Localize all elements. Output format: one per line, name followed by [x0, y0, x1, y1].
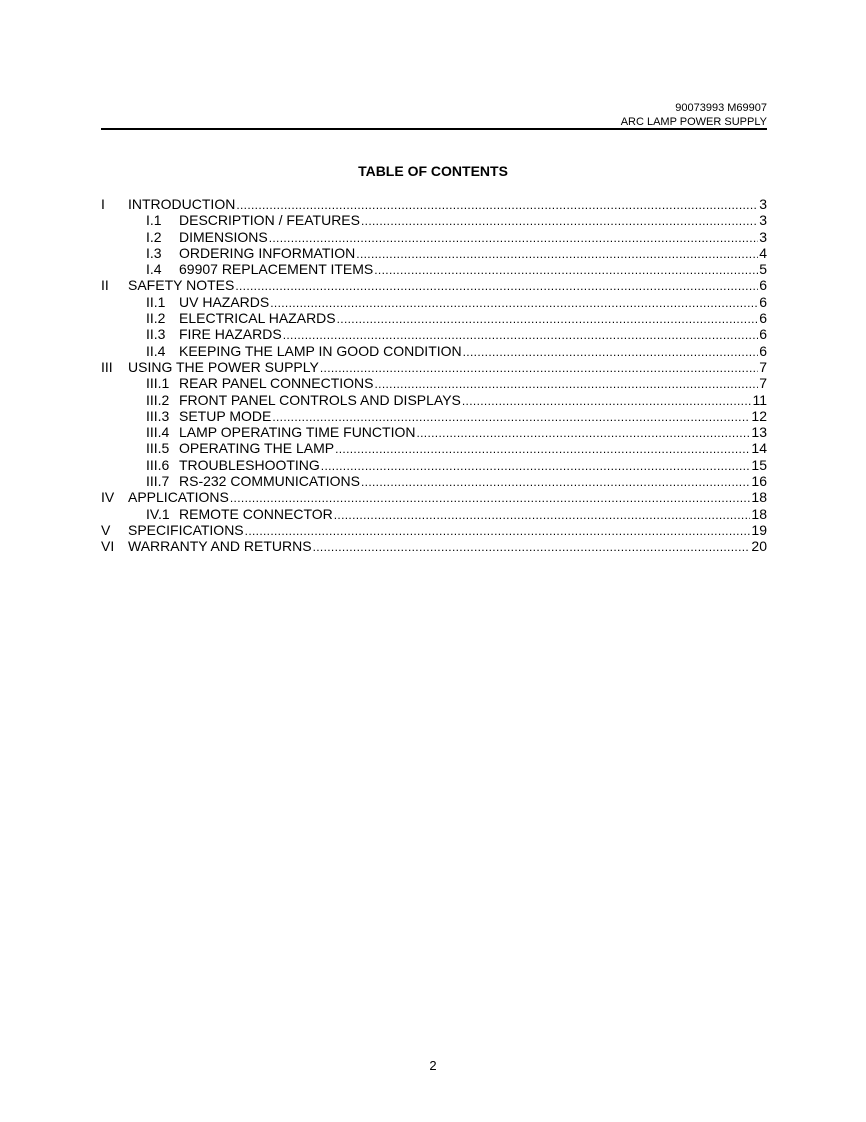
section-number: II [101, 277, 109, 294]
section-number: III.7 [146, 473, 170, 490]
section-title: WARRANTY AND RETURNS [128, 538, 312, 555]
section-number: II.3 [146, 326, 166, 343]
toc-entry[interactable] [101, 229, 767, 245]
section-title: UV HAZARDS [179, 293, 270, 310]
toc-entry[interactable] [101, 522, 767, 538]
dot-leader [335, 441, 750, 457]
section-number: III.1 [146, 375, 170, 392]
page-number: 16 [751, 473, 767, 490]
toc-entry[interactable] [101, 245, 767, 261]
dot-leader [270, 295, 758, 311]
toc-entry[interactable] [101, 326, 767, 342]
page-number: 18 [751, 489, 767, 506]
section-title: 69907 REPLACEMENT ITEMS [179, 261, 374, 278]
table-of-contents [101, 196, 767, 555]
dot-leader [230, 490, 751, 506]
dot-leader [463, 344, 758, 360]
section-number: I.1 [146, 212, 162, 229]
section-title: REMOTE CONNECTOR [179, 505, 333, 522]
toc-entry[interactable] [101, 196, 767, 212]
page-number: 7 [759, 358, 767, 375]
toc-entry[interactable] [101, 408, 767, 424]
document-number: 90073993 M69907 [675, 102, 767, 114]
section-title: INTRODUCTION [128, 196, 236, 212]
toc-entry[interactable] [101, 473, 767, 489]
toc-entry[interactable] [101, 538, 767, 554]
section-number: II.1 [146, 293, 166, 310]
section-number: II.4 [146, 342, 166, 359]
page-number: 6 [759, 310, 767, 327]
dot-leader [374, 376, 758, 392]
toc-title: TABLE OF CONTENTS [358, 163, 508, 179]
page-number: 3 [759, 212, 767, 229]
page-number: 6 [759, 277, 767, 294]
page-number: 14 [751, 440, 767, 457]
page-number: 18 [751, 505, 767, 522]
section-title: RS-232 COMMUNICATIONS [179, 473, 360, 490]
dot-leader [361, 474, 750, 490]
section-title: TROUBLESHOOTING [179, 456, 320, 473]
page-footer-number: 2 [429, 1058, 437, 1073]
toc-entry[interactable] [101, 310, 767, 326]
section-title: SAFETY NOTES [128, 277, 235, 294]
dot-leader [416, 425, 750, 441]
section-number: I.2 [146, 228, 162, 245]
section-number: I.3 [146, 244, 162, 261]
section-title: FRONT PANEL CONTROLS AND DISPLAYS [179, 391, 461, 408]
section-title: DESCRIPTION / FEATURES [179, 212, 360, 229]
section-title: SPECIFICATIONS [128, 521, 244, 538]
section-title: LAMP OPERATING TIME FUNCTION [179, 424, 416, 441]
dot-leader [320, 360, 758, 376]
dot-leader [337, 311, 758, 327]
section-number: I [101, 196, 105, 212]
toc-entry[interactable] [101, 392, 767, 408]
section-number: III [101, 358, 113, 375]
section-title: ELECTRICAL HAZARDS [179, 310, 336, 327]
dot-leader [334, 507, 751, 523]
dot-leader [462, 393, 752, 409]
section-number: III.4 [146, 424, 170, 441]
page-number: 12 [751, 407, 767, 424]
section-number: III.3 [146, 407, 170, 424]
dot-leader [313, 539, 751, 555]
dot-leader [272, 409, 750, 425]
dot-leader [356, 246, 758, 262]
section-number: III.6 [146, 456, 170, 473]
section-title: OPERATING THE LAMP [179, 440, 335, 457]
toc-entry[interactable] [101, 261, 767, 277]
page-number: 3 [759, 228, 767, 245]
dot-leader [235, 278, 758, 294]
section-number: I.4 [146, 261, 162, 278]
section-title: USING THE POWER SUPPLY [128, 358, 319, 375]
toc-entry[interactable] [101, 212, 767, 228]
page-number: 19 [751, 521, 767, 538]
header-rule [101, 128, 767, 130]
section-number: II.2 [146, 310, 166, 327]
page-number: 4 [759, 244, 767, 261]
page-number: 3 [759, 196, 767, 212]
page-number: 20 [751, 538, 767, 555]
toc-entry[interactable] [101, 359, 767, 375]
section-title: APPLICATIONS [128, 489, 229, 506]
page-number: 6 [759, 293, 767, 310]
toc-entry[interactable] [101, 277, 767, 293]
page-header [101, 101, 767, 129]
page-number: 6 [759, 342, 767, 359]
toc-entry[interactable] [101, 424, 767, 440]
page-number: 15 [751, 456, 767, 473]
toc-entry[interactable] [101, 506, 767, 522]
section-number: III.5 [146, 440, 170, 457]
dot-leader [236, 197, 758, 213]
toc-entry[interactable] [101, 375, 767, 391]
page-number: 5 [759, 261, 767, 278]
page-number: 13 [751, 424, 767, 441]
page-number: 6 [759, 326, 767, 343]
dot-leader [245, 523, 751, 539]
toc-entry[interactable] [101, 294, 767, 310]
section-title: FIRE HAZARDS [179, 326, 282, 343]
toc-entry[interactable] [101, 457, 767, 473]
section-title: DIMENSIONS [179, 228, 268, 245]
section-number: V [101, 521, 111, 538]
toc-entry[interactable] [101, 343, 767, 359]
dot-leader [269, 230, 758, 246]
section-number: VI [101, 538, 115, 555]
dot-leader [283, 327, 758, 343]
section-number: IV [101, 489, 115, 506]
section-title: REAR PANEL CONNECTIONS [179, 375, 374, 392]
dot-leader [374, 262, 758, 278]
section-title: ORDERING INFORMATION [179, 244, 356, 261]
dot-leader [361, 213, 758, 229]
section-number: III.2 [146, 391, 170, 408]
section-number: IV.1 [146, 505, 170, 522]
section-title: KEEPING THE LAMP IN GOOD CONDITION [179, 342, 462, 359]
dot-leader [321, 458, 751, 474]
page-number: 7 [759, 375, 767, 392]
toc-entry[interactable] [101, 489, 767, 505]
section-title: SETUP MODE [179, 407, 272, 424]
document-title: ARC LAMP POWER SUPPLY [620, 116, 767, 128]
page-number: 11 [752, 391, 767, 408]
toc-entry[interactable] [101, 440, 767, 456]
